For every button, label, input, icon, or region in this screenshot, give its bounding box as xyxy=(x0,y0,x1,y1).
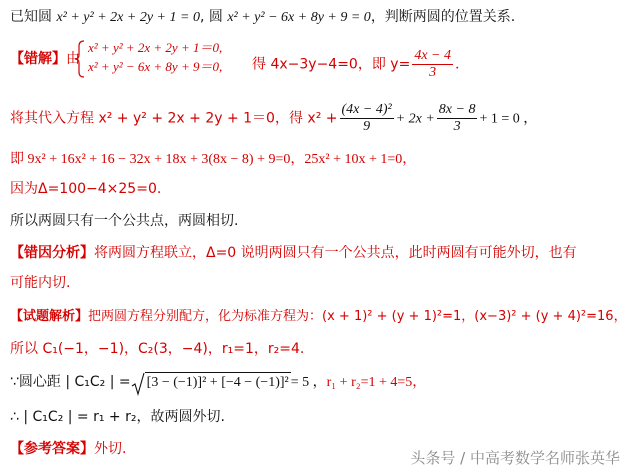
system-eq1: x² + y² + 2x + 2y + 1＝0, xyxy=(88,40,223,55)
fraction-linear xyxy=(437,102,478,135)
circle1-equation: x² + y² + 2x + 2y + 1 = 0 xyxy=(56,10,200,25)
distance-prefix: ∵圆心距 | C₁C₂ | = xyxy=(10,374,131,390)
sqrt-sign-icon xyxy=(131,372,145,396)
discriminant: 因为Δ=100−4×25=0. xyxy=(10,181,162,197)
system-brace xyxy=(74,40,86,78)
substitution-line xyxy=(10,102,537,135)
fraction-y-num: 4x − 4 xyxy=(414,48,451,63)
analysis-line xyxy=(10,308,627,326)
sqrt-radicand: [3 − (−1)]² + [−4 − (−1)]² xyxy=(145,372,291,392)
problem-mid: , 圆 xyxy=(199,9,228,25)
substitution-intro: 将其代入方程 x² + y² + 2x + 2y + 1＝0，得 x² + xyxy=(10,110,338,127)
radius-sum: r₁ + r₂=1 + 4=5， xyxy=(326,375,427,390)
fraction-square xyxy=(340,102,394,135)
wrong-solution-by: 由 xyxy=(66,51,80,67)
centers-line xyxy=(10,340,304,358)
wrong-conclusion: 所以两圆只有一个公共点，两圆相切. xyxy=(10,213,239,229)
system-eq2: x² + y² − 6x + 8y + 9＝0, xyxy=(88,59,223,74)
therefore-text: ∴ | C₁C₂ | = r₁ + r₂，故两圆外切. xyxy=(10,409,225,425)
problem-suffix: ，判断两圆的位置关系. xyxy=(370,9,516,25)
equation-system xyxy=(88,38,222,76)
answer-label: 【参考答案】 xyxy=(10,441,94,457)
plus-2x: + 2x + xyxy=(395,111,435,127)
analysis-label: 【试题解析】 xyxy=(10,309,89,324)
error-analysis-line xyxy=(10,244,577,262)
answer-text: 外切. xyxy=(94,441,127,457)
error-analysis-line2 xyxy=(10,274,70,292)
therefore-line xyxy=(10,408,225,426)
wrong-solution-get: 得 4x−3y−4=0，即 y= $\frac{4x - 4}{3}$ . xyxy=(252,48,460,80)
delta-line xyxy=(10,180,161,198)
error-analysis-text1: 将两圆方程联立，Δ=0 说明两圆只有一个公共点，此时两圆有可能外切，也有 xyxy=(94,245,577,261)
circle2-equation: x² + y² − 6x + 8y + 9 = 0 xyxy=(227,10,371,25)
distance-line xyxy=(10,372,426,392)
wrong-solution-label-line xyxy=(10,50,80,68)
expansion: 即 9x² + 16x² + 16 − 32x + 18x + 3(8x − 8) + 9=0，25x² + 10x + 1=0， xyxy=(10,152,417,167)
fraction-linear-den: 3 xyxy=(453,119,461,134)
error-analysis-label: 【错因分析】 xyxy=(10,245,94,261)
fraction-y-den: 3 xyxy=(429,65,437,80)
fraction-linear-num: 8x − 8 xyxy=(438,102,476,117)
linear-result: 得 4x−3y−4=0，即 y= xyxy=(252,56,411,73)
wrong-solution-label: 【错解】 xyxy=(10,51,66,67)
analysis-text: 把两圆方程分别配方，化为标准方程为：(x + 1)² + (y + 1)²=1，(x−3)² + (y + 4)²=16， xyxy=(88,309,627,324)
problem-line xyxy=(10,8,515,27)
watermark: 头条号 / 中高考数学名师张英华 xyxy=(410,449,620,467)
distance-equals: = 5 ， xyxy=(290,375,327,390)
expand-line xyxy=(10,150,416,169)
conclusion-line xyxy=(10,212,238,230)
fraction-square-den: 9 xyxy=(363,119,371,134)
error-analysis-text2: 可能内切. xyxy=(10,275,71,291)
fraction-y xyxy=(412,48,453,81)
fraction-square-num: (4x − 4)² xyxy=(341,102,392,117)
centers-radii: 所以 C₁(−1，−1)，C₂(3，−4)，r₁=1，r₂=4. xyxy=(10,341,305,357)
problem-prefix: 已知圆 xyxy=(10,9,57,25)
answer-line xyxy=(10,440,126,458)
equation-end: + 1 = 0 ， xyxy=(479,111,538,127)
sqrt-expression xyxy=(131,372,291,392)
